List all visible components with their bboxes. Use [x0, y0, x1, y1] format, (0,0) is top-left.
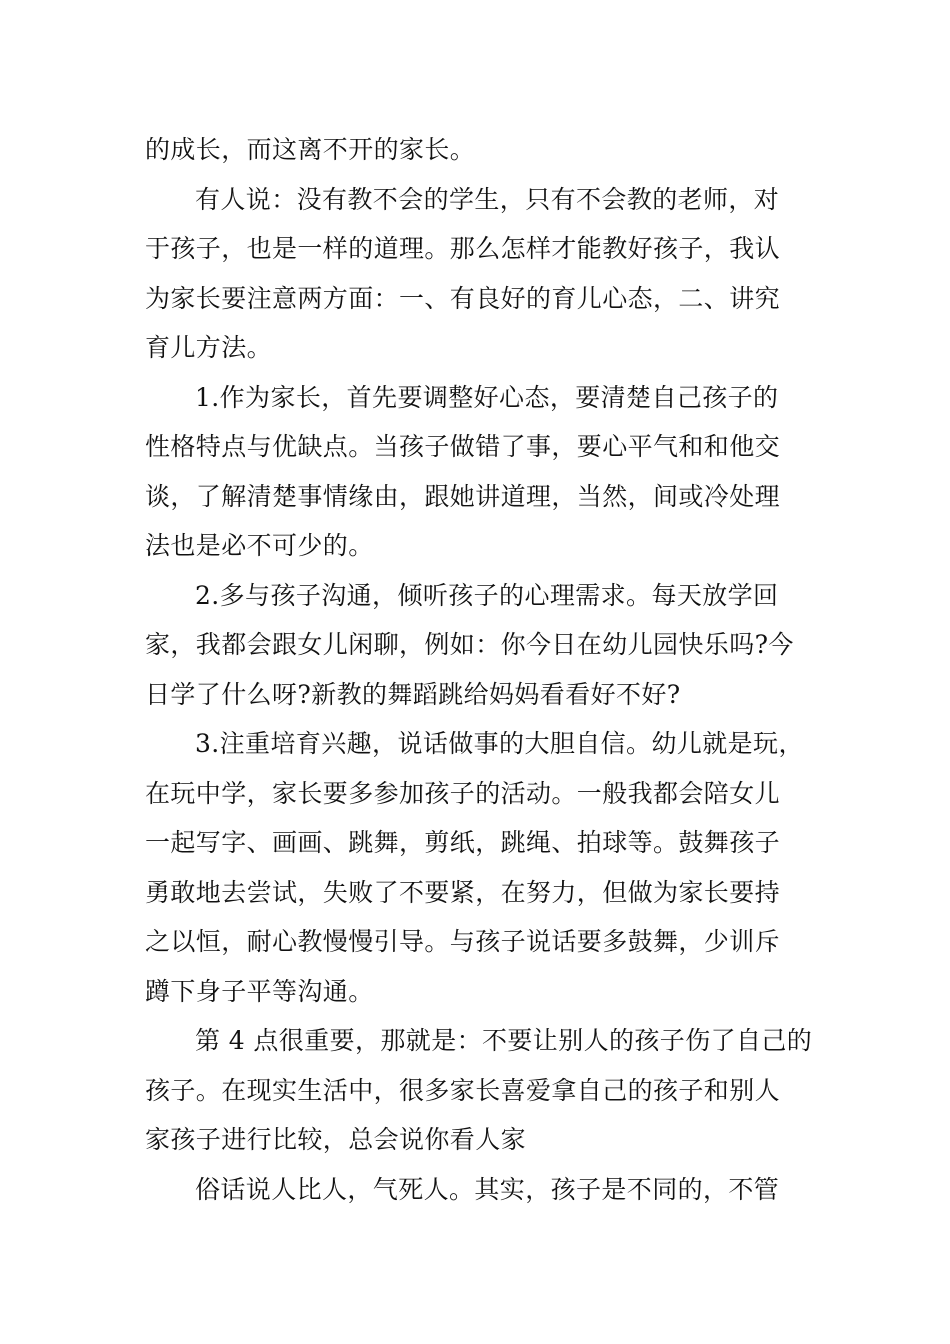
text-line: 俗话说人比人，气死人。其实，孩子是不同的，不管: [195, 1174, 780, 1204]
text-line: 日学了什么呀?新教的舞蹈跳给妈妈看看好不好?: [145, 679, 681, 709]
text-line: 家，我都会跟女儿闲聊，例如：你今日在幼儿园快乐吗?今: [145, 630, 794, 659]
text-line: 一起写字、画画、跳舞，剪纸，跳绳、拍球等。鼓舞孩子: [145, 828, 781, 857]
text-line: 蹲下身子平等沟通。: [145, 976, 374, 1006]
text-line: 于孩子，也是一样的道理。那么怎样才能教好孩子，我认: [145, 234, 781, 263]
text-line: 孩子。在现实生活中，很多家长喜爱拿自己的孩子和别人: [145, 1075, 781, 1105]
text-line: 2.多与孩子沟通，倾听孩子的心理需求。每天放学回: [195, 580, 779, 610]
text-line: 第 4 点很重要，那就是：不要让别人的孩子伤了自己的: [195, 1026, 813, 1055]
text-line: 育儿方法。: [145, 333, 273, 362]
text-line: 1.作为家长，首先要调整好心态，要清楚自己孩子的: [195, 382, 779, 412]
text-line: 有人说：没有教不会的学生，只有不会教的老师，对: [195, 184, 780, 214]
text-line: 的成长，而这离不开的家长。: [145, 135, 476, 164]
text-line: 勇敢地去尝试，失败了不要紧，在努力，但做为家长要持: [145, 877, 781, 907]
text-line: 3.注重培育兴趣，说话做事的大胆自信。幼儿就是玩，: [195, 729, 804, 758]
text-line: 家孩子进行比较，总会说你看人家: [145, 1125, 527, 1154]
text-line: 之以恒，耐心教慢慢引导。与孩子说话要多鼓舞，少训斥: [145, 927, 781, 956]
text-line: 在玩中学，家长要多参加孩子的活动。一般我都会陪女儿: [145, 778, 781, 808]
text-line: 法也是必不可少的。: [145, 531, 374, 560]
text-line: 性格特点与优缺点。当孩子做错了事，要心平气和和他交: [145, 432, 781, 461]
text-line: 为家长要注意两方面：一、有良好的育儿心态，二、讲究: [145, 283, 781, 313]
body-text: [145, 125, 845, 1214]
text-line: 谈，了解清楚事情缘由，跟她讲道理，当然，间或冷处理: [145, 481, 781, 511]
